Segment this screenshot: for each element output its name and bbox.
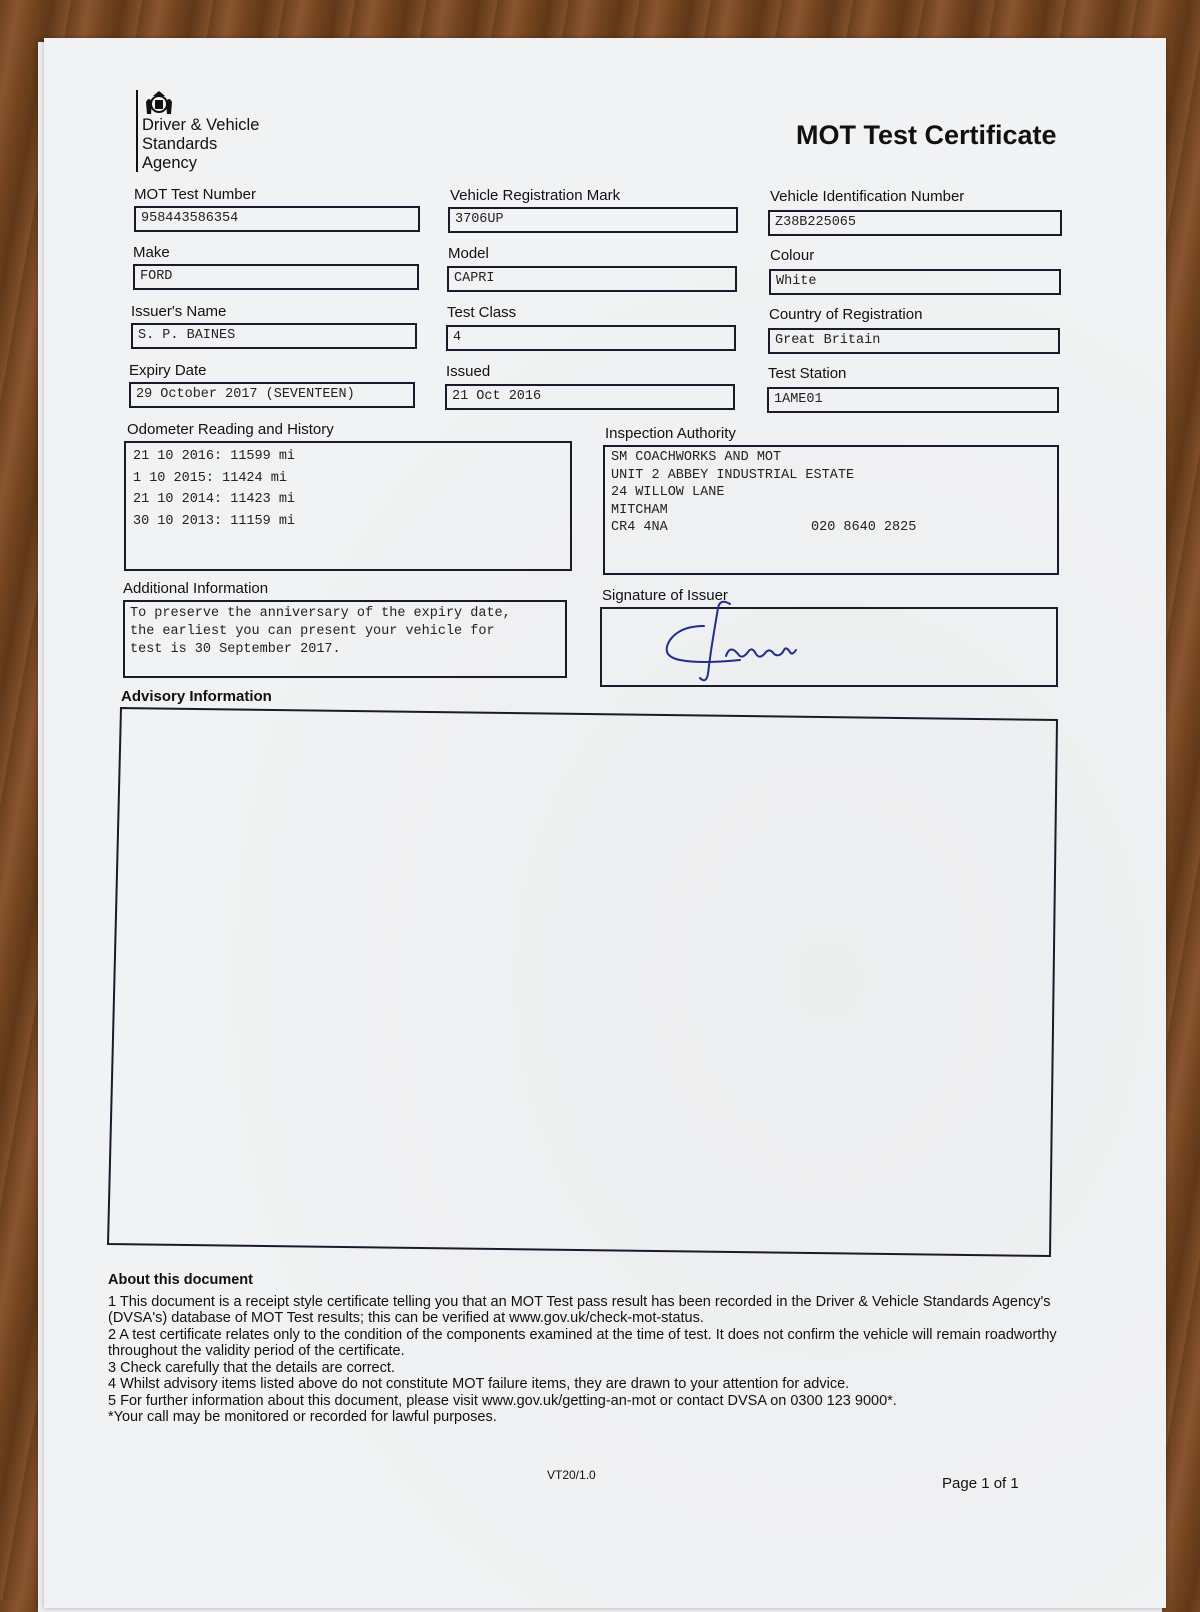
- royal-crest-icon: [144, 90, 174, 116]
- signature-label: Signature of Issuer: [602, 587, 728, 604]
- about-item: 1 This document is a receipt style certificate telling you that an MOT Test pass result has been recorded in the Driver & Vehicle Standards Agency's (DVSA's) database of MOT Test results; this can be verified at www.gov.uk/check-mot-status.: [108, 1293, 1051, 1326]
- additional-info-label: Additional Information: [123, 580, 269, 597]
- advisory-box: [104, 706, 1064, 1258]
- mot-test-number-label: MOT Test Number: [134, 186, 256, 203]
- authority-line: 24 WILLOW LANE: [611, 485, 725, 500]
- document-title: MOT Test Certificate: [796, 120, 1057, 150]
- vin-label: Vehicle Identification Number: [770, 188, 965, 205]
- issuer-signature: [630, 596, 830, 686]
- model-label: Model: [448, 245, 489, 262]
- about-item: *Your call may be monitored or recorded for lawful purposes.: [108, 1409, 497, 1425]
- advisory-label: Advisory Information: [121, 688, 272, 705]
- about-section: [108, 1272, 1068, 1426]
- odometer-entry: 1 10 2015: 11424 mi: [133, 470, 287, 486]
- model-field: CAPRI: [447, 266, 737, 292]
- additional-info-box: To preserve the anniversary of the expiry date, the earliest you can present your vehicle for test is 30 September 2017.: [123, 600, 567, 678]
- issuer-name-label: Issuer's Name: [131, 303, 227, 320]
- authority-phone: 020 8640 2825: [811, 520, 917, 535]
- issuer-name-field: S. P. BAINES: [131, 323, 417, 349]
- odometer-history-box: [124, 441, 572, 571]
- authority-line: SM COACHWORKS AND MOT: [611, 450, 782, 465]
- vin-field: Z38B225065: [768, 210, 1062, 236]
- about-item: 2 A test certificate relates only to the condition of the components examined at the time of test. It does not confirm the vehicle will remain roadworthy throughout the validity period of the certificate.: [108, 1326, 1057, 1359]
- about-title: About this document: [108, 1272, 253, 1288]
- about-item: 5 For further information about this document, please visit www.gov.uk/getting-an-mot or contact DVSA on 0300 123 9000*.: [108, 1392, 897, 1409]
- authority-postcode-row: [611, 519, 1051, 537]
- test-station-field: 1AME01: [767, 387, 1059, 413]
- page-number: Page 1 of 1: [942, 1475, 1019, 1492]
- make-label: Make: [133, 244, 170, 261]
- expiry-date-field: 29 October 2017 (SEVENTEEN): [129, 382, 415, 408]
- expiry-date-label: Expiry Date: [129, 362, 207, 379]
- authority-postcode: CR4 4NA: [611, 520, 668, 535]
- agency-name: Driver & Vehicle Standards Agency: [142, 116, 260, 172]
- certificate-page: [44, 38, 1166, 1608]
- test-station-label: Test Station: [768, 365, 847, 382]
- country-label: Country of Registration: [769, 306, 923, 323]
- authority-line: UNIT 2 ABBEY INDUSTRIAL ESTATE: [611, 467, 855, 483]
- inspection-authority-label: Inspection Authority: [605, 425, 736, 442]
- make-field: FORD: [133, 264, 419, 290]
- odometer-entry: 21 10 2016: 11599 mi: [133, 449, 296, 464]
- odometer-label: Odometer Reading and History: [127, 421, 334, 438]
- test-class-label: Test Class: [447, 304, 517, 321]
- colour-label: Colour: [770, 247, 815, 264]
- test-class-field: 4: [446, 325, 736, 351]
- odometer-entry: 30 10 2013: 11159 mi: [133, 513, 296, 529]
- issued-field: 21 Oct 2016: [445, 384, 735, 410]
- vrm-label: Vehicle Registration Mark: [450, 187, 621, 204]
- form-reference: VT20/1.0: [547, 1468, 596, 1482]
- odometer-entry: 21 10 2014: 11423 mi: [133, 492, 296, 507]
- vrm-field: 3706UP: [448, 207, 738, 233]
- about-item: 4 Whilst advisory items listed above do not constitute MOT failure items, they are drawn to your attention for advice.: [108, 1376, 850, 1392]
- agency-rule: [136, 90, 138, 172]
- inspection-authority-box: [603, 445, 1059, 575]
- issued-label: Issued: [446, 363, 491, 380]
- authority-line: MITCHAM: [611, 502, 668, 518]
- colour-field: White: [769, 269, 1061, 295]
- about-item: 3 Check carefully that the details are correct.: [108, 1359, 395, 1376]
- mot-test-number-field: 958443586354: [134, 206, 420, 232]
- country-field: Great Britain: [768, 328, 1060, 354]
